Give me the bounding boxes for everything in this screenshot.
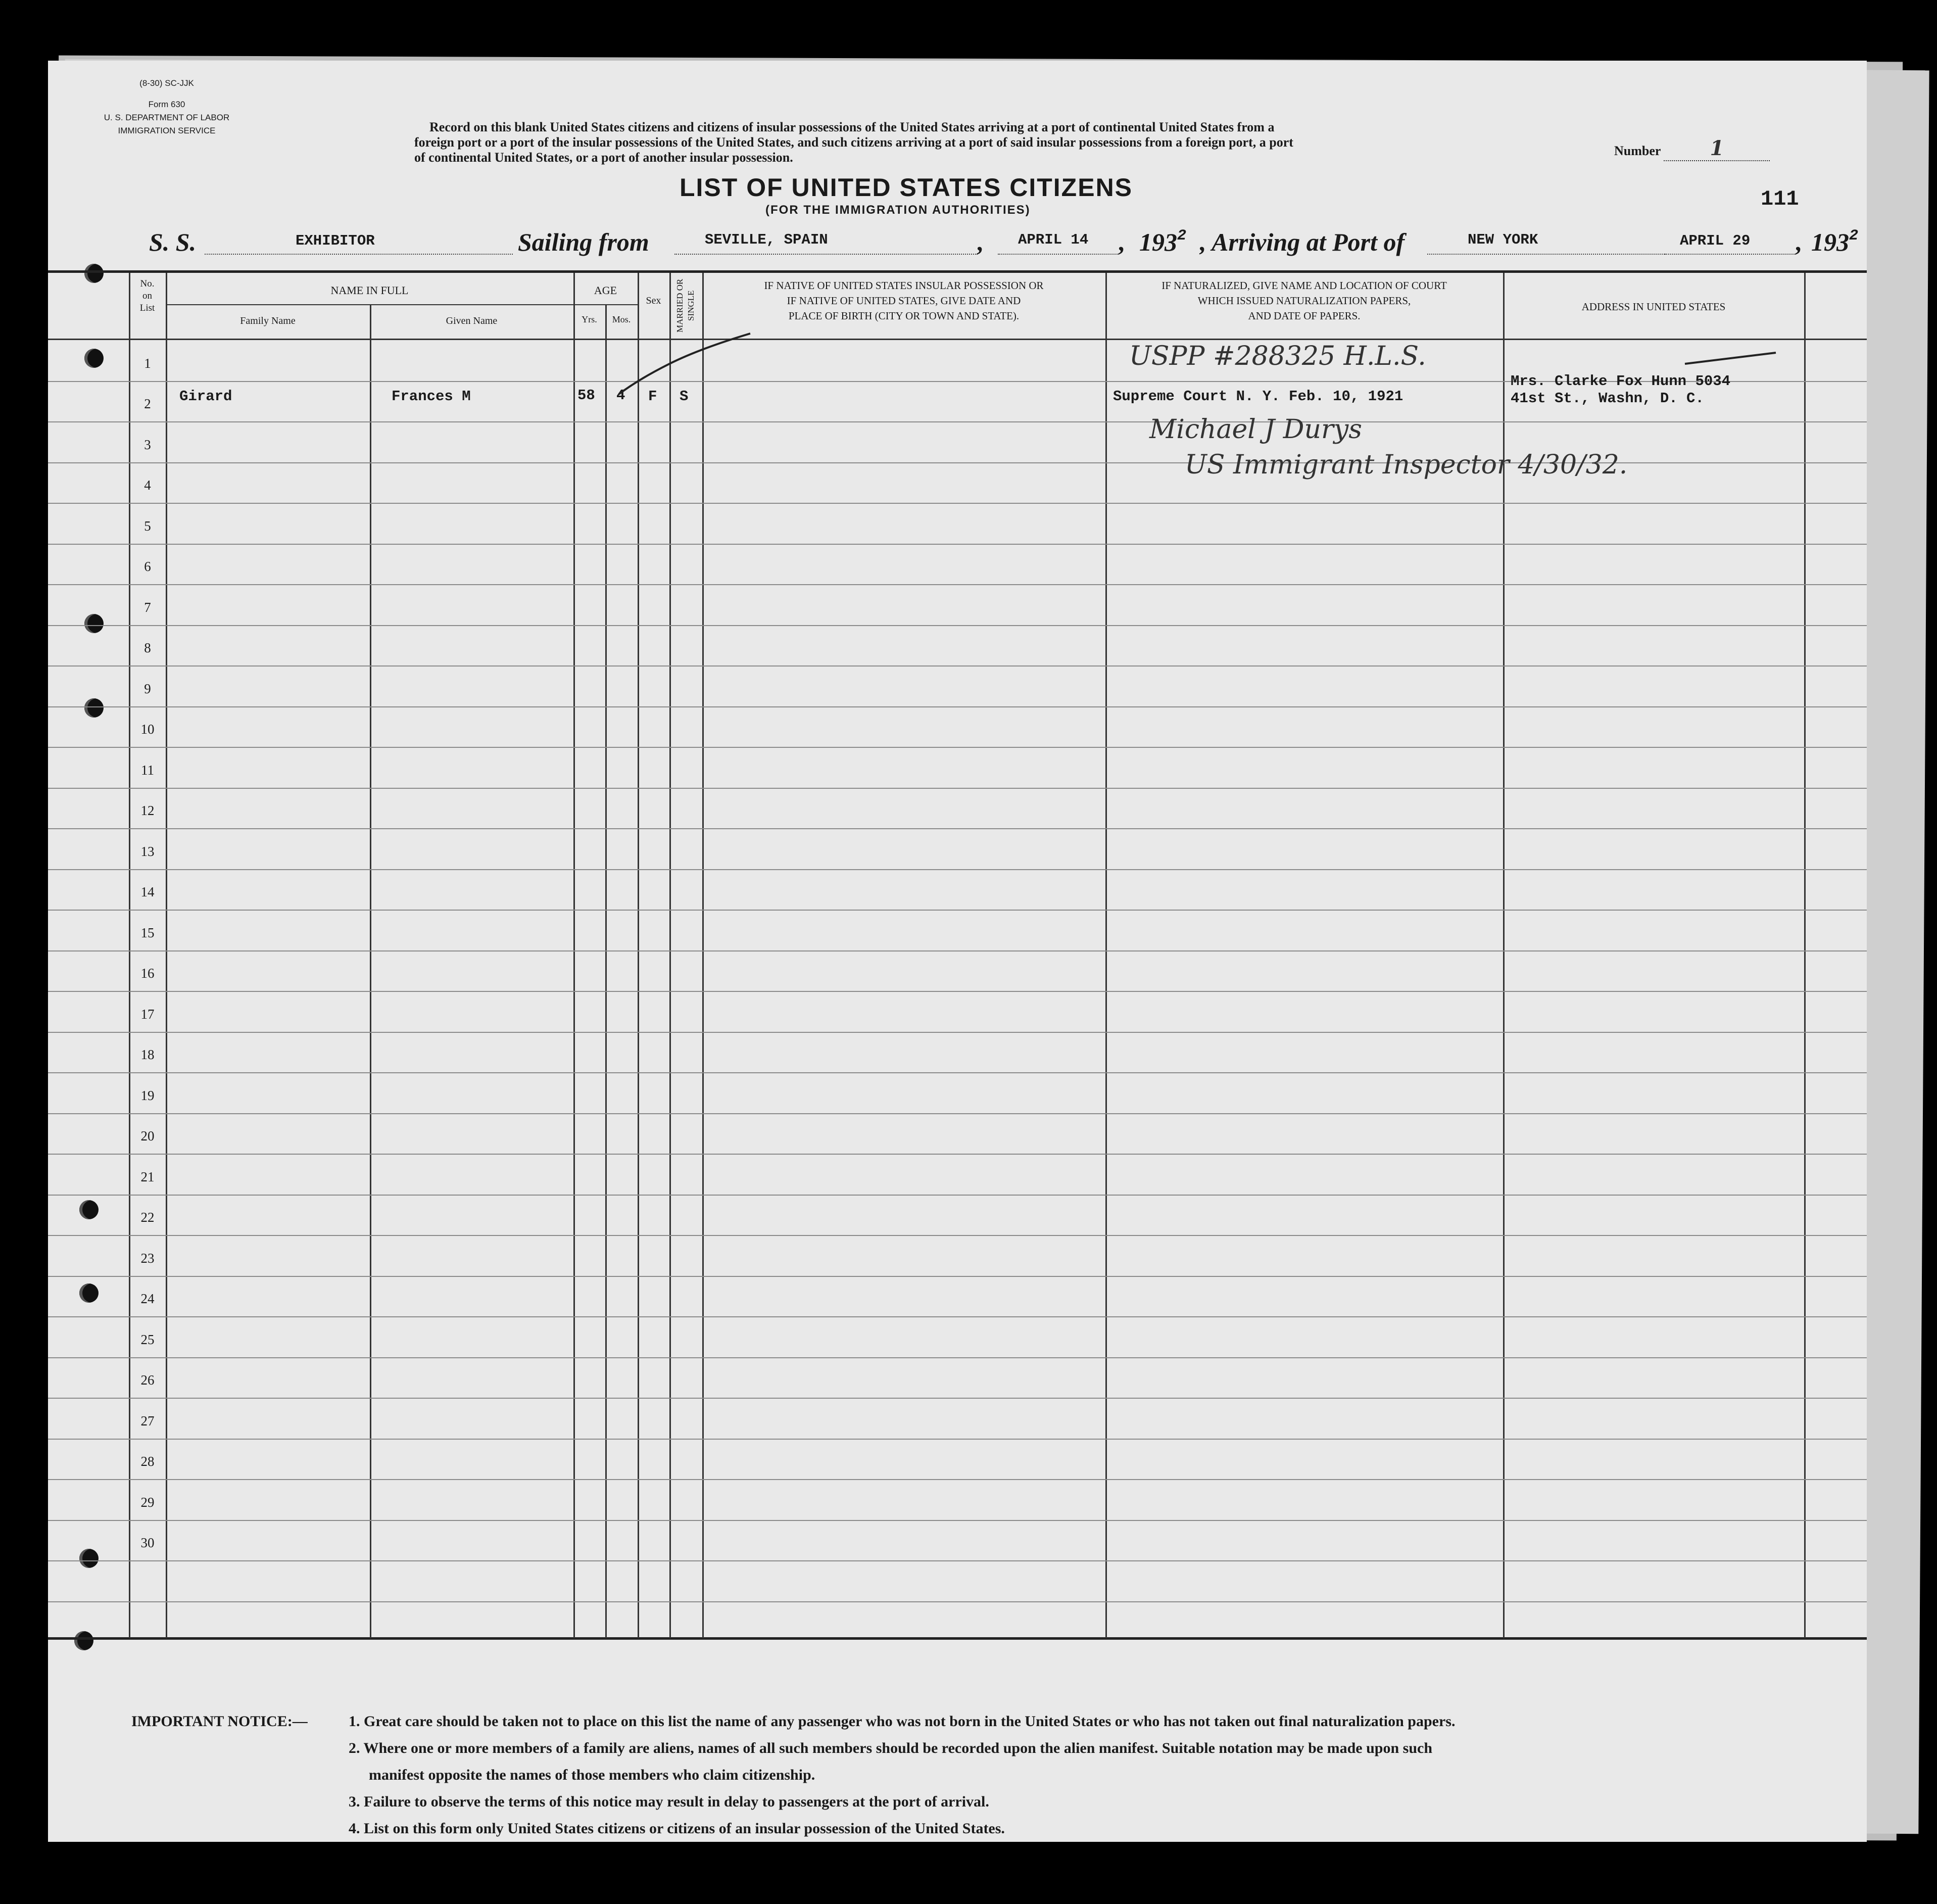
row-number: 11 (141, 763, 154, 778)
header-bottom-rule (48, 339, 1867, 340)
manifest-sheet (48, 61, 1867, 1842)
row-rule (48, 1113, 1867, 1114)
row-rule (48, 1479, 1867, 1480)
notice-item: 2. Where one or more members of a family are aliens, names of all such members should be recorded upon the alien manifest. Suitable notation may be made upon such (349, 1740, 1432, 1756)
notice-item: 4. List on this form only United States citizens or citizens of an insular possession of the United States. (349, 1820, 1005, 1837)
row-number: 8 (144, 640, 151, 655)
header-address: ADDRESS IN UNITED STATES (1581, 301, 1726, 313)
punch-hole (79, 1200, 99, 1219)
ship-name: EXHIBITOR (296, 232, 375, 249)
row-rule (48, 991, 1867, 992)
header-yrs: Yrs. (582, 314, 597, 324)
row-rule (48, 625, 1867, 626)
row-rule (48, 1357, 1867, 1358)
form-service: IMMIGRATION SERVICE (118, 126, 216, 135)
row-rule (48, 1439, 1867, 1440)
row-number: 30 (140, 1535, 155, 1550)
row-number: 6 (144, 559, 151, 574)
row-rule (48, 1276, 1867, 1277)
row-rule (48, 828, 1867, 829)
handwritten-inspector: US Immigrant Inspector 4/30/32. (1185, 450, 1628, 480)
entry-family-name: Girard (179, 388, 232, 405)
row-rule (48, 503, 1867, 504)
row-number: 28 (140, 1454, 155, 1469)
pen-stroke (1680, 349, 1781, 369)
header-sex: Sex (646, 295, 661, 306)
header-married-single: MARRIED OR SINGLE (675, 278, 696, 333)
row-number: 12 (140, 803, 155, 818)
header-family-name: Family Name (240, 315, 296, 326)
row-rule (48, 1560, 1867, 1561)
row-number: 5 (144, 518, 151, 534)
row-rule (48, 706, 1867, 707)
entry-sex: F (648, 388, 657, 405)
punch-hole (84, 264, 104, 283)
row-number: 25 (140, 1332, 155, 1347)
row-rule (48, 544, 1867, 545)
header-mos: Mos. (612, 314, 631, 324)
row-rule (48, 1316, 1867, 1317)
punch-hole (84, 698, 104, 718)
page-stamp: 111 (1761, 187, 1799, 211)
row-rule (48, 1235, 1867, 1236)
header-naturalized: IF NATURALIZED, GIVE NAME AND LOCATION OF COURT WHICH ISSUED NATURALIZATION PAPERS, AND DATE OF PAPERS. (1161, 279, 1447, 322)
port-from: SEVILLE, SPAIN (705, 231, 828, 248)
punch-hole (84, 614, 104, 633)
voyage-line: S. S. EXHIBITOR Sailing from SEVILLE, SPAIN , APRIL 14 , $193^2$ , Arriving at Port of NEW YORK APRIL 29 , $193^2$ (149, 227, 1859, 256)
row-rule (48, 869, 1867, 870)
table-top-rule (48, 270, 1867, 273)
row-rule (48, 747, 1867, 748)
entry-married-single: S (680, 388, 689, 405)
pen-stroke (609, 328, 760, 404)
punch-hole (79, 1283, 99, 1303)
notice-item: 3. Failure to observe the terms of this notice may result in delay to passengers at the port of arrival. (349, 1793, 989, 1810)
arrive-date: APRIL 29 (1680, 232, 1751, 249)
row-number: 29 (140, 1495, 155, 1510)
row-rule (48, 1195, 1867, 1196)
form-dept: U. S. DEPARTMENT OF LABOR (104, 113, 230, 122)
row-rule (48, 1601, 1867, 1602)
row-rule (48, 910, 1867, 911)
row-number: 13 (140, 844, 155, 859)
row-number: 1 (144, 356, 151, 371)
entry-address-line1: Mrs. Clarke Fox Hunn 5034 (1511, 373, 1731, 390)
arrive-year: $193^2$ (1811, 227, 1859, 256)
row-rule (48, 584, 1867, 585)
row-number: 4 (144, 478, 151, 493)
page-subtitle: (FOR THE IMMIGRATION AUTHORITIES) (765, 203, 1031, 217)
row-number: 19 (140, 1088, 155, 1103)
row-rule (48, 788, 1867, 789)
header-name-in-full: NAME IN FULL (330, 284, 409, 297)
row-number: 7 (144, 600, 151, 615)
record-instructions (414, 120, 1561, 165)
row-number: 16 (140, 966, 155, 981)
form-number: Form 630 (148, 100, 185, 109)
punch-hole (84, 349, 104, 368)
instruction-line: Record on this blank United States citizens and citizens of insular possessions of the United States arriving at a port of continental United States from a (429, 120, 1275, 134)
ss-label: S. S. (149, 228, 197, 256)
row-rule (48, 665, 1867, 667)
row-number: 21 (140, 1169, 155, 1184)
row-number: 2 (144, 396, 151, 411)
row-number: 20 (140, 1128, 155, 1144)
form-block (96, 77, 237, 137)
punch-hole (79, 1549, 99, 1568)
table-bottom-rule (48, 1637, 1867, 1640)
row-number: 22 (140, 1210, 155, 1225)
entry-mos: 4 (616, 387, 625, 404)
handwritten-signature: Michael J Durys (1149, 414, 1362, 445)
row-number: 10 (140, 722, 155, 737)
row-rule (48, 1398, 1867, 1399)
row-rule (48, 1032, 1867, 1033)
sail-date: APRIL 14 (1018, 231, 1089, 248)
arriving-label: , Arriving at Port of (1200, 228, 1405, 256)
row-number: 24 (140, 1291, 155, 1306)
header-no-on-list: No. on List (139, 278, 155, 313)
row-number: 26 (140, 1372, 155, 1388)
sailing-label: Sailing from (518, 228, 649, 256)
notice-label: IMPORTANT NOTICE:— (131, 1713, 308, 1730)
form-code: (8-30) SC-JJK (139, 78, 194, 88)
row-number: 14 (140, 884, 155, 899)
entry-given-name: Frances M (392, 388, 471, 405)
row-number: 23 (140, 1251, 155, 1266)
instruction-line: of continental United States, or a port of another insular possession. (414, 150, 793, 165)
row-number: 9 (144, 681, 151, 696)
port-to: NEW YORK (1468, 231, 1538, 248)
number-label: Number (1614, 144, 1661, 158)
number-value: 1 (1710, 136, 1724, 160)
row-rule (48, 421, 1867, 422)
header-age: AGE (594, 284, 617, 297)
row-rule (48, 950, 1867, 951)
entry-naturalization: Supreme Court N. Y. Feb. 10, 1921 (1113, 388, 1403, 405)
punch-hole (74, 1631, 93, 1650)
row-rule (48, 1072, 1867, 1073)
row-number: 27 (140, 1413, 155, 1429)
row-number: 18 (140, 1047, 155, 1062)
entry-address-line2: 41st St., Washn, D. C. (1511, 390, 1704, 407)
sail-year: $193^2$ (1139, 227, 1187, 256)
row-number: 17 (140, 1007, 155, 1022)
notice-item: manifest opposite the names of those members who claim citizenship. (369, 1767, 815, 1783)
instruction-line: foreign port or a port of the insular possessions of the United States, and such citizens arriving at a port of said insular possessions from a foreign port, a port (414, 135, 1293, 150)
header-given-name: Given Name (446, 315, 498, 326)
page-title: LIST OF UNITED STATES CITIZENS (680, 173, 1133, 202)
row-rule (48, 1154, 1867, 1155)
row-number: 3 (144, 437, 151, 452)
header-native: IF NATIVE OF UNITED STATES INSULAR POSSESSION OR IF NATIVE OF UNITED STATES, GIVE DATE AND PLACE OF BIRTH (CITY OR TOWN AND STATE). (764, 279, 1044, 322)
number-field (1614, 136, 1836, 161)
row-rule (48, 1520, 1867, 1521)
row-number: 15 (140, 925, 155, 940)
notice-item: 1. Great care should be taken not to place on this list the name of any passenger who was not born in the United States or who has not taken out final naturalization papers. (349, 1713, 1456, 1730)
handwritten-passport: USPP #288325 H.L.S. (1129, 341, 1426, 371)
entry-yrs: 58 (577, 387, 595, 404)
